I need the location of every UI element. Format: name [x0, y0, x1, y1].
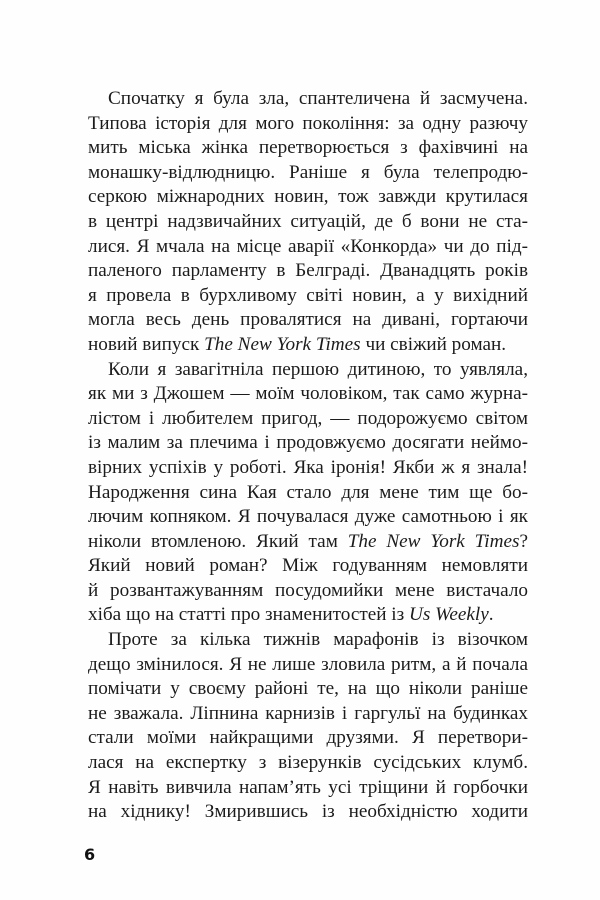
text-line: [88, 112, 528, 137]
text-line: [88, 87, 528, 112]
text-line: [88, 554, 528, 579]
text-line: [88, 653, 528, 678]
text-segment: вірних успіхів у роботі. Яка іронія! Якби ж я знала!: [88, 456, 528, 478]
page-number: 6: [84, 845, 96, 864]
text-line: [88, 800, 528, 825]
text-segment: Я навіть вивчила напам’ять усі тріщини й горбочки: [88, 776, 528, 798]
text-segment: могла весь день провалятися на дивані, гортаючи: [88, 309, 528, 331]
text-line: [88, 382, 528, 407]
text-line: [88, 751, 528, 776]
text-segment: помічати у своєму районі те, на що ніколи раніше: [88, 678, 528, 700]
text-line: [88, 431, 528, 456]
text-segment: Спочатку я була зла, спантеличена й засмучена.: [108, 88, 528, 109]
italic-title: The New York Times: [347, 530, 520, 552]
body-text: [88, 87, 528, 825]
text-segment: й розвантажуванням посудомийки мене вистачало: [88, 579, 528, 601]
paragraph: [88, 628, 528, 825]
text-line: [88, 308, 528, 333]
text-segment: лючим копняком. Я почувалася дуже самотньою і як: [88, 506, 528, 528]
italic-title: The New York Times: [204, 333, 361, 355]
text-line: [88, 603, 528, 628]
text-segment: .: [488, 604, 494, 626]
text-segment: лістом і любителем пригод, — подорожуємо світом: [88, 407, 528, 429]
text-line: [88, 235, 528, 260]
text-segment: Коли я завагітніла першою дитиною, то уявляла,: [108, 358, 528, 380]
text-line: [88, 677, 528, 702]
text-segment: із малим за плечима і продовжуємо досягати неймо-: [88, 432, 528, 454]
text-segment: Проте за кілька тижнів марафонів із візочком: [108, 629, 528, 651]
text-segment: ніколи втомленою. Який там: [88, 530, 348, 552]
text-line: [88, 284, 528, 309]
text-line: [88, 259, 528, 284]
text-segment: новий випуск: [88, 333, 205, 355]
text-segment: стали моїми найкращими друзями. Я перетвори-: [88, 727, 528, 749]
paragraph: [88, 87, 528, 358]
paragraph: [88, 358, 528, 629]
text-segment: Народження сина Кая стало для мене тим ще бо-: [88, 481, 528, 503]
text-line: [88, 358, 528, 383]
text-segment: я провела в бурхливому світі новин, а у вихідний: [88, 284, 528, 306]
text-segment: дещо змінилося. Я не лише зловила ритм, а й почала: [88, 653, 528, 675]
text-segment: не зважала. Ліпнина карнизів і гаргульї на будинках: [88, 702, 528, 724]
text-line: [88, 726, 528, 751]
text-segment: чи свіжий роман.: [360, 333, 507, 355]
text-line: [88, 136, 528, 161]
text-segment: ?: [519, 530, 528, 552]
text-segment: на хіднику! Змирившись із необхідністю ходити: [88, 801, 528, 823]
text-line: [88, 505, 528, 530]
text-segment: паленого парламенту в Белграді. Дванадцять років: [88, 260, 528, 282]
italic-title: Us Weekly: [409, 604, 489, 626]
text-line: [88, 530, 528, 555]
text-segment: лися. Я мчала на місце аварії «Конкорда» чи до під-: [88, 235, 528, 257]
text-line: [88, 407, 528, 432]
text-segment: в центрі надзвичайних ситуацій, де б вони не ста-: [88, 210, 528, 232]
text-segment: як ми з Джошем — моїм чоловіком, так само журна-: [88, 383, 528, 405]
text-line: [88, 456, 528, 481]
text-segment: лася на експертку з візерунків сусідських клумб.: [88, 752, 528, 774]
text-segment: Типова історія для мого покоління: за одну разючу: [88, 112, 528, 134]
text-segment: серкою міжнародних новин, тож завжди крутилася: [88, 186, 528, 208]
text-line: [88, 628, 528, 653]
text-line: [88, 210, 528, 235]
text-line: [88, 579, 528, 604]
text-line: [88, 702, 528, 727]
text-segment: мить міська жінка перетворюється з фахівчині на: [88, 137, 528, 159]
text-line: [88, 776, 528, 801]
text-line: [88, 185, 528, 210]
text-line: [88, 161, 528, 186]
text-line: [88, 333, 528, 358]
text-segment: Який новий роман? Між годуванням немовляти: [88, 555, 528, 577]
text-segment: хіба що на статті про знаменитостей із: [88, 604, 410, 626]
text-segment: монашку-відлюдницю. Раніше я була телепродю-: [88, 161, 528, 183]
text-line: [88, 481, 528, 506]
